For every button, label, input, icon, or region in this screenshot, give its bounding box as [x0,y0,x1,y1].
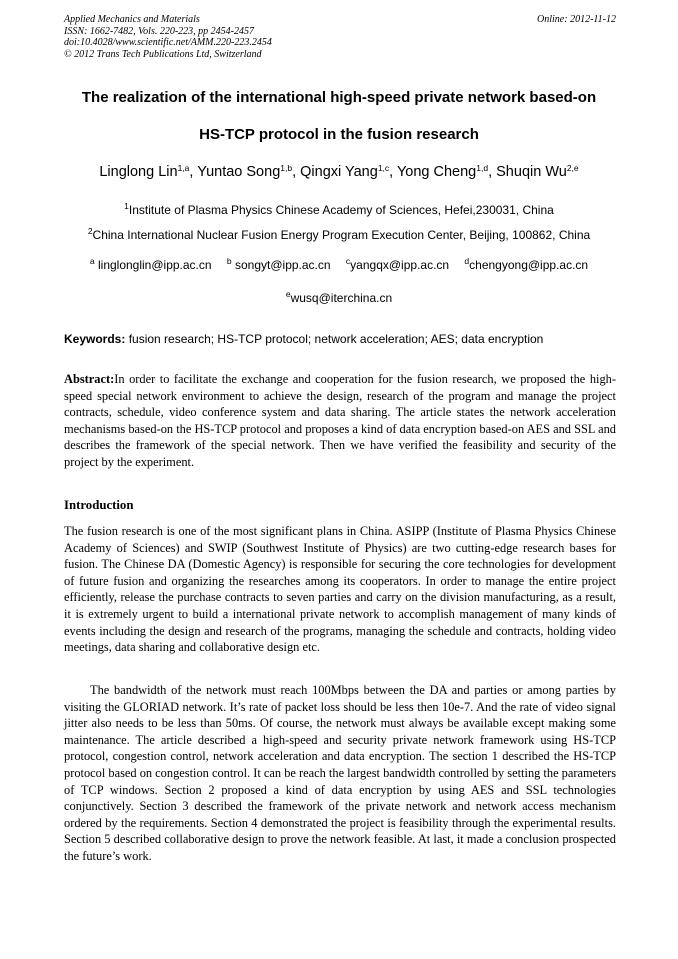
email-superscript: b [226,256,232,266]
email-row [20,258,658,272]
email-address: songyt@ipp.ac.cn [235,258,331,272]
paper-title-line-2: HS-TCP protocol in the fusion research [199,126,479,143]
affiliation-superscript: 1 [124,201,129,211]
keywords [64,332,616,346]
section-heading-introduction: Introduction [64,498,134,512]
keywords-label: Keywords: [64,332,126,346]
affiliation-text: China International Nuclear Fusion Energy Program Execution Center, Beijing, 100862, China [92,228,591,242]
author-superscript: 1,c [377,163,390,173]
email-row [20,291,658,305]
author-name: Linglong Lin [99,164,178,180]
email-superscript: c [345,256,351,266]
affiliation-1 [20,203,658,217]
copyright-line: © 2012 Trans Tech Publications Ltd, Switzerland [64,48,262,60]
author-superscript: 2,e [566,163,579,173]
email-address: chengyong@ipp.ac.cn [469,258,589,272]
author-name: Qingxi Yang [300,164,378,180]
author-list: Linglong Lin$^{1,a}$, Yuntao Song$^{1,b}$, Qingxi Yang$^{1,c}$, Yong Cheng$^{1,d}$, Shuqin Wu$^{2,e}$ [99,163,579,180]
email-address: yangqx@ipp.ac.cn [350,258,450,272]
abstract-label: Abstract: [64,372,115,386]
introduction-paragraph-2: The bandwidth of the network must reach 100Mbps between the DA and parties or among parties by visiting the GLORIAD network. It’s rate of packet loss should be less then 10e-7. And the rate of video signal jitter also needs to be less than 50ms. Of course, the network must always be available except making some maintenance. The article described a high-speed and security private network framework using HS-TCP protocol, congestion control, network acceleration and data encryption. The section 1 described the HS-TCP protocol based on congestion control. It can be reach the largest bandwidth controlled by setting the parameters of TCP windows. Section 2 proposed a kind of data encryption by using AES and SSL technologies conjunctively. Section 3 described the framework of the private network and network access mechanism ordered by the requirements. Section 4 demonstrated the project is feasibility through the experimental results. Section 5 described collaborative design to prove the network feasible. At last, it made a conclusion prospected the future’s work. [64,683,617,863]
affiliation-text: Institute of Plasma Physics Chinese Academy of Sciences, Hefei,230031, China [128,203,554,217]
keywords-text: fusion research; HS-TCP protocol; network acceleration; AES; data encryption [125,332,544,346]
author-superscript: 1,a [177,163,190,173]
email-address: wusq@iterchina.cn [290,291,393,305]
author-name: Yuntao Song [197,164,281,180]
email-superscript: d [464,256,470,266]
abstract-text: In order to facilitate the exchange and cooperation for the fusion research, we proposed the high-speed special network environment to achieve the design, research of the program and manage the project contracts, schedule, video conference system and data sharing. The article states the network acceleration mechanisms based-on the HS-TCP protocol and proposes a kind of data encryption based-on AES and SSL and describes the framework of the special network. Then we have verified the feasibility and security of the project by the experiment. [64,372,616,469]
issn-line: ISSN: 1662-7482, Vols. 220-223, pp 2454-2457 [64,25,254,37]
online-date: Online: 2012-11-12 [537,14,616,25]
introduction-paragraph-1: The fusion research is one of the most significant plans in China. ASIPP (Institute of Plasma Physics Chinese Academy of Sciences) and SWIP (Southwest Institute of Physics) are two cutting-edge research bases for fusion. The Chinese DA (Domestic Agency) is responsible for securing the core technologies for development of future fusion and organizing the researches among its cooperators. In order to manage the entire project efficiently, release the purchase contracts to seven parties and carry on the division manufacturing, as a result, it is extremely urgent to build a international private network to accomplish management of many kinds of events including the design and research of the programs, managing the schedule and contracts, holding video meetings, data sharing and collaborative design etc. [64,524,616,655]
email-address: linglonglin@ipp.ac.cn [97,258,212,272]
paper-title-line-1: The realization of the international high-speed private network based-on [81,89,597,106]
author-name: Shuqin Wu [496,164,567,180]
author-name: Yong Cheng [396,164,477,180]
author-superscript: 1,d [476,163,489,173]
affiliation-2 [20,228,658,242]
email-superscript: a [89,256,95,266]
author-superscript: 1,b [280,163,293,173]
abstract [64,371,616,471]
journal-name: Applied Mechanics and Materials [64,14,200,25]
journal-header [64,14,616,60]
email-superscript: e [285,289,291,299]
doi-line: doi:10.4028/www.scientific.net/AMM.220-223.2454 [64,37,272,48]
affiliation-superscript: 2 [87,226,93,236]
